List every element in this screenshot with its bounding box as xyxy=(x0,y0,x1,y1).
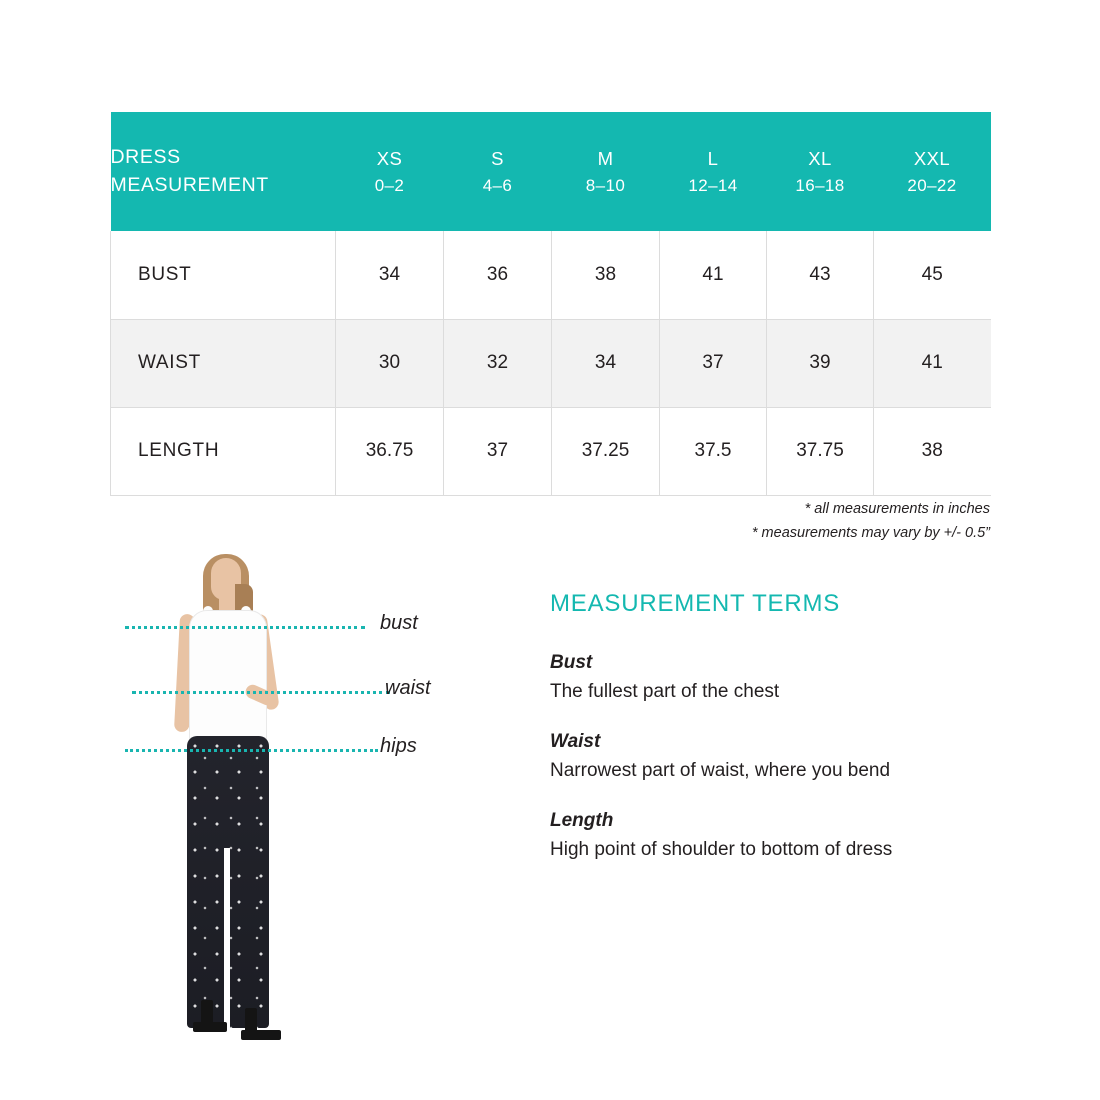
model-tank-top xyxy=(189,610,267,744)
cell-length-xxl: 38 xyxy=(874,407,991,495)
cell-bust-l: 41 xyxy=(660,231,767,319)
hips-measurement-line xyxy=(125,749,378,752)
table-header xyxy=(111,112,991,231)
size-table xyxy=(110,112,991,496)
cell-length-xl: 37.75 xyxy=(767,407,874,495)
cell-bust-m: 38 xyxy=(552,231,660,319)
footnote-tolerance: * measurements may vary by +/- 0.5” xyxy=(751,524,990,541)
header-label-line1: DRESS xyxy=(110,145,181,168)
size-name: M xyxy=(597,147,614,169)
header-size-s xyxy=(444,112,552,231)
size-name: XS xyxy=(376,147,403,169)
cell-length-m: 37.25 xyxy=(552,407,660,495)
header-size-xl xyxy=(767,112,874,231)
table-body xyxy=(111,231,991,495)
term-bust-desc: The fullest part of the chest xyxy=(550,681,780,702)
size-range: 4–6 xyxy=(482,175,513,195)
cell-waist-xl: 39 xyxy=(767,319,874,407)
row-label-waist: WAIST xyxy=(111,319,336,407)
term-waist xyxy=(550,731,1020,782)
cell-length-l: 37.5 xyxy=(660,407,767,495)
table-row xyxy=(111,407,991,495)
term-length-name: Length xyxy=(550,810,614,831)
cell-waist-s: 32 xyxy=(444,319,552,407)
model-leg-gap xyxy=(224,848,230,1030)
header-measurement-label xyxy=(111,112,336,231)
term-length-desc: High point of shoulder to bottom of dress xyxy=(550,839,893,860)
size-range: 8–10 xyxy=(585,175,626,195)
table-row xyxy=(111,231,991,319)
model-photo xyxy=(95,548,325,1093)
header-size-xs xyxy=(336,112,444,231)
bust-callout-label: bust xyxy=(380,612,418,634)
size-name: XL xyxy=(808,147,832,169)
hips-callout-label: hips xyxy=(380,735,417,757)
measurement-figure xyxy=(95,548,455,1093)
footnote-units: * all measurements in inches xyxy=(804,501,990,517)
terms-title: MEASUREMENT TERMS xyxy=(550,590,841,617)
cell-waist-m: 34 xyxy=(552,319,660,407)
size-chart xyxy=(110,112,990,496)
table-row xyxy=(111,319,991,407)
cell-waist-xxl: 41 xyxy=(874,319,991,407)
header-size-xxl xyxy=(874,112,991,231)
waist-callout-label: waist xyxy=(385,677,431,699)
header-label-line2: MEASUREMENT xyxy=(110,173,269,196)
cell-bust-xxl: 45 xyxy=(874,231,991,319)
term-bust-name: Bust xyxy=(550,652,593,673)
term-length xyxy=(550,810,1020,861)
size-name: L xyxy=(707,147,719,169)
row-label-length: LENGTH xyxy=(111,407,336,495)
size-name: XXL xyxy=(913,147,951,169)
size-name: S xyxy=(491,147,504,169)
table-header-row xyxy=(111,112,991,231)
cell-waist-xs: 30 xyxy=(336,319,444,407)
cell-waist-l: 37 xyxy=(660,319,767,407)
bust-measurement-line xyxy=(125,626,365,629)
cell-length-s: 37 xyxy=(444,407,552,495)
header-size-m xyxy=(552,112,660,231)
header-size-l xyxy=(660,112,767,231)
size-range: 0–2 xyxy=(374,175,405,195)
term-waist-desc: Narrowest part of waist, where you bend xyxy=(550,760,891,781)
measurement-terms-panel xyxy=(550,590,1020,889)
footnotes xyxy=(470,498,990,546)
model-shoe-left-heel xyxy=(201,1000,213,1026)
size-range: 20–22 xyxy=(907,175,957,195)
size-range: 16–18 xyxy=(795,175,845,195)
cell-bust-s: 36 xyxy=(444,231,552,319)
waist-measurement-line xyxy=(132,691,390,694)
term-bust xyxy=(550,652,1020,703)
term-waist-name: Waist xyxy=(550,731,601,752)
cell-bust-xs: 34 xyxy=(336,231,444,319)
row-label-bust: BUST xyxy=(111,231,336,319)
model-shoe-right-heel xyxy=(245,1008,257,1034)
cell-bust-xl: 43 xyxy=(767,231,874,319)
size-range: 12–14 xyxy=(688,175,738,195)
cell-length-xs: 36.75 xyxy=(336,407,444,495)
